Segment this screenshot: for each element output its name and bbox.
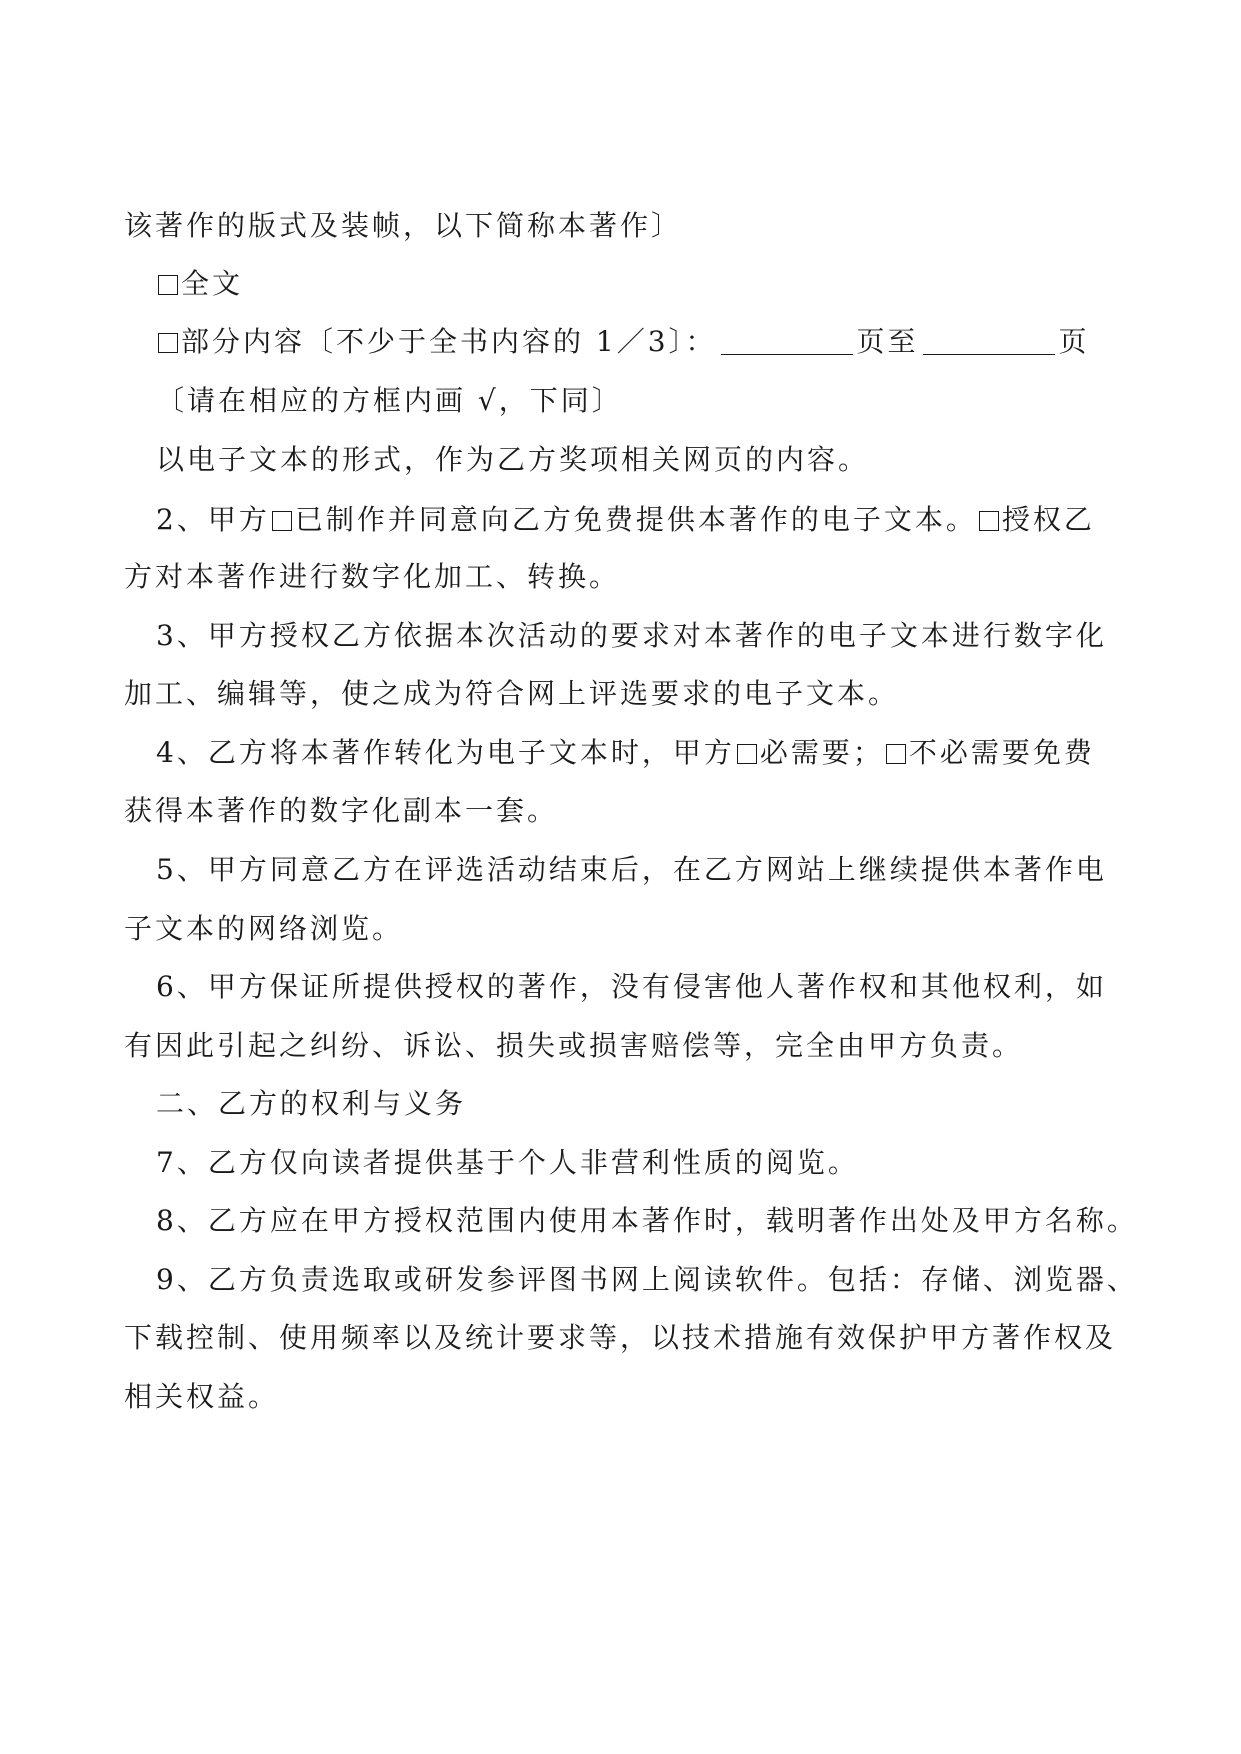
text: 不必需要免费 [908,736,1095,769]
text: 授权乙 [1001,503,1095,536]
text: 〔请在相应的方框内画 √，下同〕 [156,384,623,417]
clause-9-line-3 [124,1377,279,1417]
checkbox-icon[interactable] [979,511,999,531]
clause-2-line-1 [156,500,1095,540]
checkbox-icon[interactable] [158,333,178,353]
clause-5-line-1 [156,850,1107,890]
option-label: 部分内容〔不少于全书内容的 1／3〕： [181,325,717,358]
text: 9、乙方负责选取或研发参评图书网上阅读软件。包括：存储、浏览器、 [156,1263,1138,1296]
checkbox-icon[interactable] [737,744,757,764]
text: 该著作的版式及装帧，以下简称本著作〕 [124,209,683,242]
option-full-text [156,264,243,304]
option-partial-content [156,322,1090,362]
checkbox-icon[interactable] [158,275,178,295]
clause-5-line-2 [124,909,403,949]
text: 6、甲方保证所提供授权的著作，没有侵害他人著作权和其他权利，如 [156,970,1107,1003]
text: 二、乙方的权利与义务 [156,1087,467,1120]
text: 有因此引起之纠纷、诉讼、损失或损害赔偿等，完全由甲方负责。 [124,1029,1024,1062]
paragraph-line [156,440,869,480]
text: 必需要； [759,736,884,769]
option-label: 全文 [181,267,244,300]
text: 7、乙方仅向读者提供基于个人非营利性质的阅览。 [156,1146,859,1179]
text: 页至 [856,325,919,358]
text: 获得本著作的数字化副本一套。 [124,794,559,827]
text: 已制作并同意向乙方免费提供本著作的电子文本。 [294,503,977,536]
text: 页 [1058,325,1090,358]
paragraph-line [124,206,682,246]
clause-3-line-2 [124,674,899,714]
text: 以电子文本的形式，作为乙方奖项相关网页的内容。 [156,443,870,476]
clause-9-line-1 [156,1260,1138,1300]
clause-4-line-1 [156,733,1095,773]
fill-in-blank[interactable] [721,326,853,355]
instruction-note [156,381,623,421]
clause-2-line-2 [124,557,620,597]
text: 3、甲方授权乙方依据本次活动的要求对本著作的电子文本进行数字化 [156,619,1107,652]
text: 4、乙方将本著作转化为电子文本时，甲方 [156,736,735,769]
text: 下载控制、使用频率以及统计要求等，以技术措施有效保护甲方著作权及 [124,1321,1117,1354]
text: 相关权益。 [124,1380,280,1413]
fill-in-blank[interactable] [923,326,1055,355]
text: 子文本的网络浏览。 [124,912,404,945]
checkbox-icon[interactable] [886,744,906,764]
text: 2、甲方 [156,503,270,536]
text: 加工、编辑等，使之成为符合网上评选要求的电子文本。 [124,677,900,710]
clause-8 [156,1201,1138,1241]
clause-4-line-2 [124,791,558,831]
text: 方对本著作进行数字化加工、转换。 [124,560,621,593]
clause-6-line-1 [156,967,1107,1007]
text: 8、乙方应在甲方授权范围内使用本著作时，载明著作出处及甲方名称。 [156,1204,1138,1237]
checkbox-icon[interactable] [272,511,292,531]
clause-6-line-2 [124,1026,1023,1066]
clause-3-line-1 [156,616,1107,656]
clause-9-line-2 [124,1318,1116,1358]
text: 5、甲方同意乙方在评选活动结束后，在乙方网站上继续提供本著作电 [156,853,1107,886]
section-heading [156,1084,466,1124]
clause-7 [156,1143,859,1183]
